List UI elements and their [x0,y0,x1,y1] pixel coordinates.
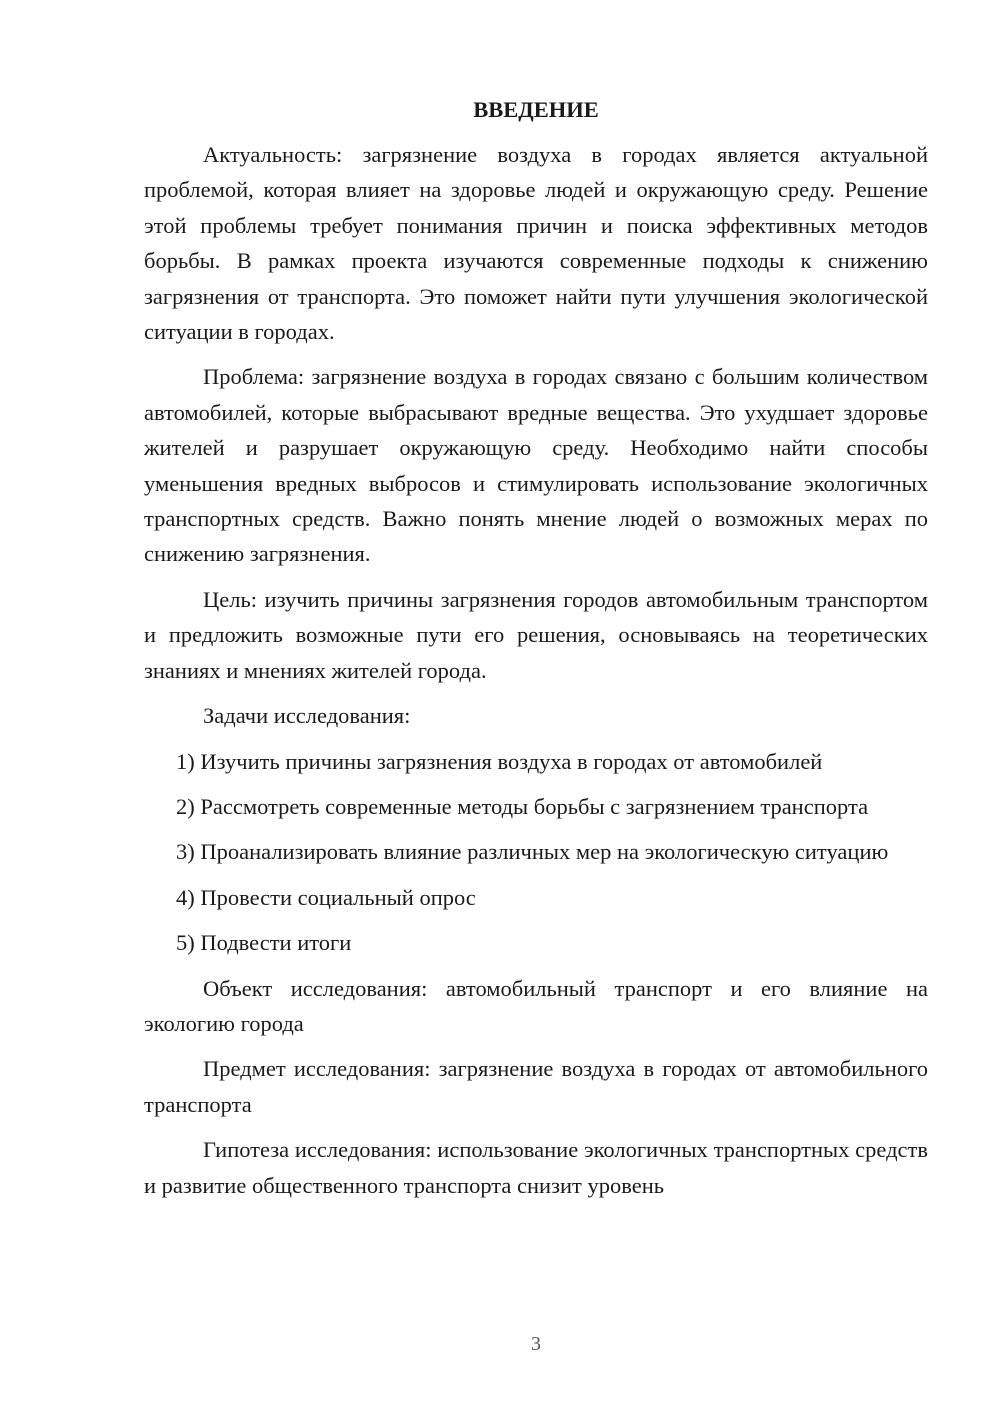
task-item-4: 4) Провести социальный опрос [176,884,476,910]
hypothesis-paragraph: Гипотеза исследования: использование экологичных транспортных средств и развитие общественного транспорта снизит уровень [144,1137,928,1198]
task-item-1: 1) Изучить причины загрязнения воздуха в городах от автомобилей [176,748,823,774]
object-paragraph: Объект исследования: автомобильный транспорт и его влияние на экологию города [144,975,928,1036]
subject-paragraph: Предмет исследования: загрязнение воздуха в городах от автомобильного транспорта [144,1056,928,1117]
task-item-5: 5) Подвести итоги [176,930,352,956]
document-page [144,92,928,1213]
task-item-2: 2) Рассмотреть современные методы борьбы с загрязнением транспорта [176,793,869,819]
task-item-3: 3) Проанализировать влияние различных мер на экологическую ситуацию [176,839,889,865]
goal-paragraph: Цель: изучить причины загрязнения городов автомобильным транспортом и предложить возможные пути его решения, основываясь на теоретических знаниях и мнениях жителей города. [144,586,928,683]
relevance-paragraph: Актуальность: загрязнение воздуха в городах является актуальной проблемой, которая влияет на здоровье людей и окружающую среду. Решение этой проблемы требует понимания причин и поиска эффективных методов борьбы. В рамках проекта изучаются современные подходы к снижению загрязнения от транспорта. Это поможет найти пути улучшения экологической ситуации в городах. [144,142,928,345]
problem-paragraph: Проблема: загрязнение воздуха в городах связано с большим количеством автомобилей, которые выбрасывают вредные вещества. Это ухудшает здоровье жителей и разрушает окружающую среду. Необходимо найти способы уменьшения вредных выбросов и стимулировать использование экологичных транспортных средств. Важно понять мнение людей о возможных мерах по снижению загрязнения. [144,364,928,567]
tasks-heading: Задачи исследования: [203,703,411,729]
page-title: ВВЕДЕНИЕ [473,97,599,122]
page-number: 3 [531,1333,541,1355]
